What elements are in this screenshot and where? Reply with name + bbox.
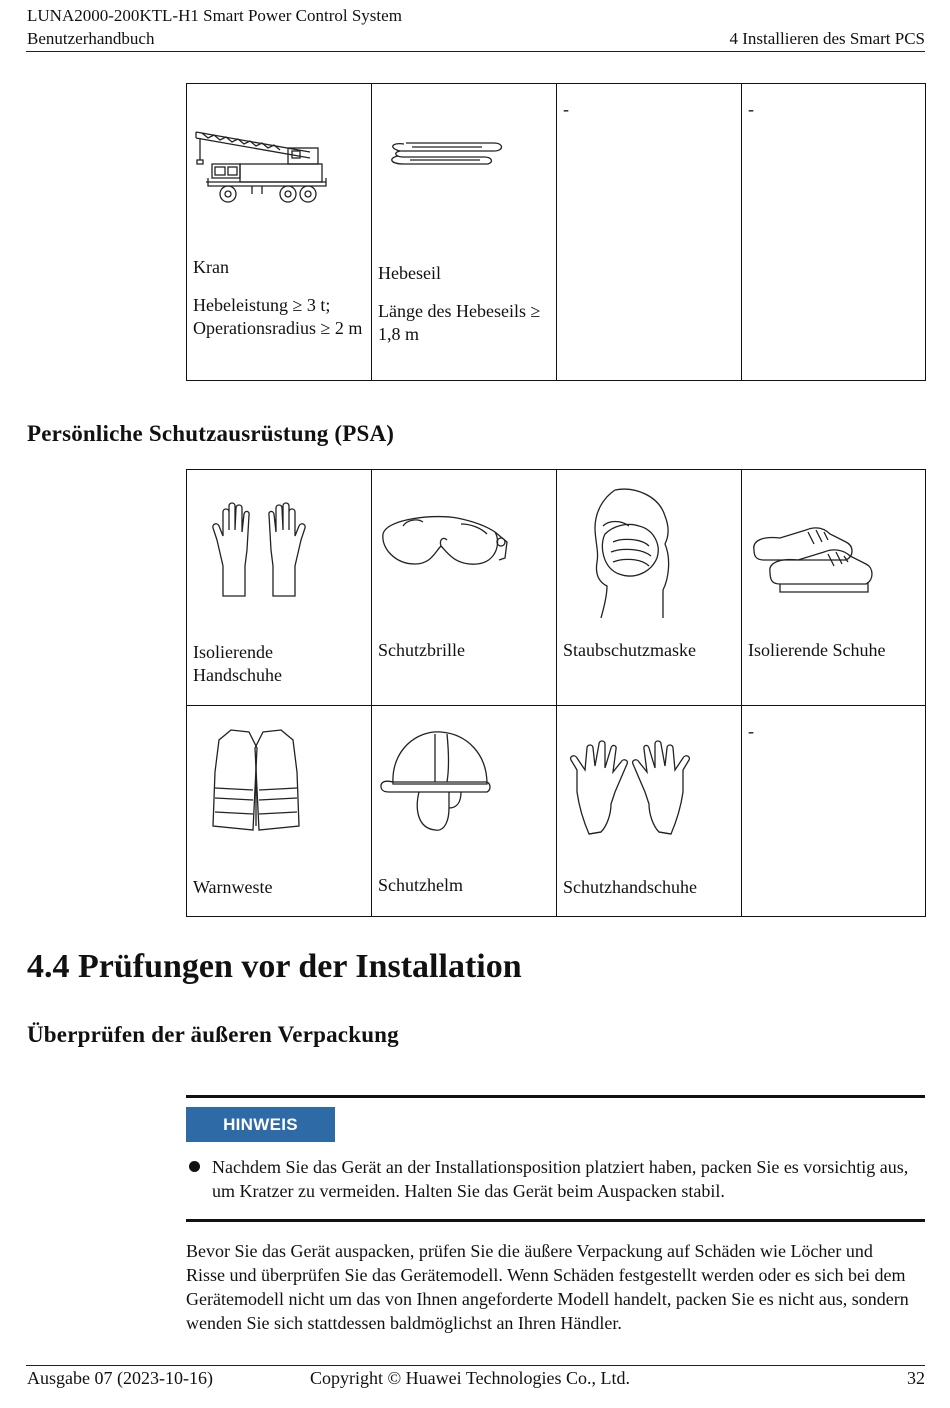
ppe-cell-helmet	[372, 706, 557, 917]
header-manual: Benutzerhandbuch	[27, 29, 155, 48]
section-title: 4.4 Prüfungen vor der Installation	[27, 948, 522, 985]
footer-edition: Ausgabe 07 (2023-10-16)	[27, 1368, 213, 1388]
safety-goggles-icon	[377, 512, 513, 572]
crane-icon	[192, 124, 332, 209]
sling-detail: Länge des Hebeseils ≥ 1,8 m	[378, 301, 541, 344]
notice-bullet-text: Nachdem Sie das Gerät an der Installationsposition platziert haben, packen Sie es vorsichtig aus, um Kratzer zu vermeiden. Halten Sie das Gerät beim Auspacken stabil.	[212, 1157, 909, 1201]
sling-title: Hebeseil	[378, 263, 441, 283]
header-product: LUNA2000-200KTL-H1 Smart Power Control System	[27, 6, 402, 25]
safety-vest-icon	[209, 726, 303, 832]
empty-dash: -	[748, 721, 754, 741]
tool-cell-empty-2	[742, 84, 926, 381]
notice-top-rule	[186, 1095, 925, 1098]
insulated-shoes-icon	[750, 520, 876, 604]
ppe-cell-empty	[742, 706, 926, 917]
ppe-cell-goggles	[372, 470, 557, 706]
ppe-table	[186, 469, 926, 917]
ppe-cell-dust-mask	[557, 470, 742, 706]
safety-helmet-icon	[377, 724, 493, 834]
footer-copyright: Copyright © Huawei Technologies Co., Ltd.	[310, 1368, 631, 1388]
bullet-icon	[189, 1161, 200, 1172]
crane-title: Kran	[193, 257, 229, 277]
dust-mask-icon	[585, 486, 677, 622]
empty-dash: -	[748, 99, 754, 119]
ppe-label: Schutzbrille	[378, 640, 465, 660]
protective-gloves-icon	[567, 740, 693, 840]
ppe-cell-insulated-shoes	[742, 470, 926, 706]
ppe-label: Schutzhandschuhe	[563, 877, 697, 897]
ppe-label: Isolierende Handschuhe	[193, 642, 282, 685]
header-rule	[26, 51, 925, 52]
tool-cell-crane	[187, 84, 372, 381]
tools-table	[186, 83, 926, 381]
header-chapter: 4 Installieren des Smart PCS	[729, 29, 925, 48]
section-subheading: Überprüfen der äußeren Verpackung	[27, 1022, 399, 1047]
ppe-cell-insulated-gloves	[187, 470, 372, 706]
ppe-cell-vest	[187, 706, 372, 917]
footer-page-number: 32	[907, 1368, 925, 1388]
notice-bottom-rule	[186, 1219, 925, 1222]
tool-cell-sling	[372, 84, 557, 381]
ppe-cell-protective-gloves	[557, 706, 742, 917]
empty-dash: -	[563, 99, 569, 119]
lifting-sling-icon	[384, 134, 506, 174]
ppe-label: Isolierende Schuhe	[748, 640, 886, 660]
body-paragraph: Bevor Sie das Gerät auspacken, prüfen Sie die äußere Verpackung auf Schäden wie Löcher und Risse und überprüfen Sie das Gerätemodell. Wenn Schäden festgestellt werden oder es sich bei dem Gerätemodell nicht um das von Ihnen angeforderte Modell handelt, packen Sie es nicht aus, sondern wenden Sie sich stattdessen baldmöglichst an Ihren Händler.	[186, 1241, 909, 1333]
crane-detail: Hebeleistung ≥ 3 t; Operationsradius ≥ 2 m	[193, 295, 363, 338]
footer-rule	[26, 1365, 925, 1366]
insulated-gloves-icon	[209, 500, 309, 600]
ppe-label: Staubschutzmaske	[563, 640, 696, 660]
tool-cell-empty-1	[557, 84, 742, 381]
ppe-label: Warnweste	[193, 877, 273, 897]
ppe-heading: Persönliche Schutzausrüstung (PSA)	[27, 421, 395, 446]
ppe-label: Schutzhelm	[378, 875, 463, 895]
notice-label: HINWEIS	[186, 1107, 335, 1142]
